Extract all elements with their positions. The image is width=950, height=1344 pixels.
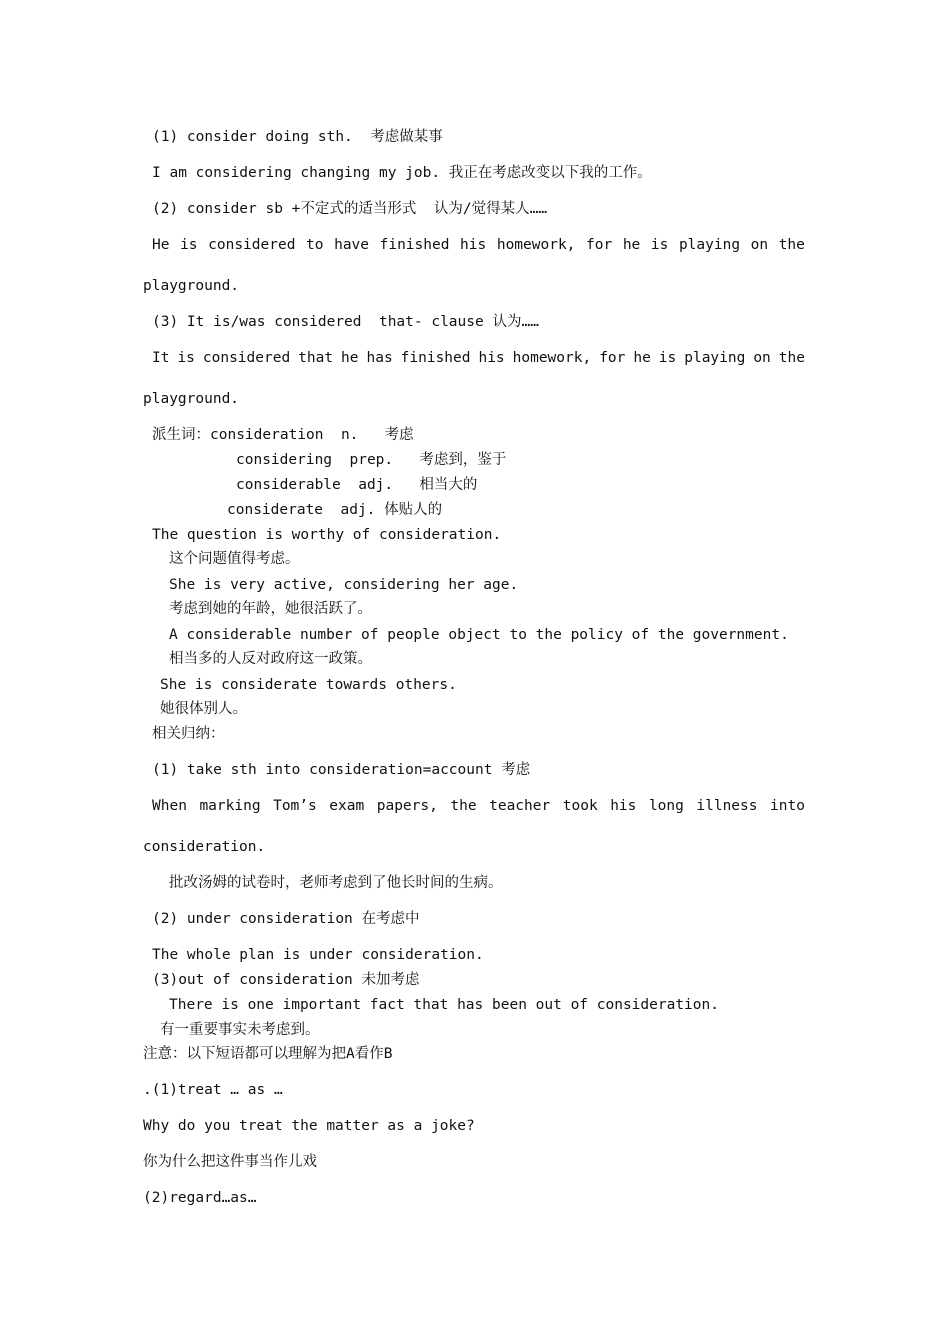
word: marking xyxy=(199,798,261,814)
text-line: (3) It is/was considered that- clause 认为…… xyxy=(152,314,539,330)
word: playing xyxy=(684,350,746,366)
word: Tom’s xyxy=(273,798,317,814)
word: It xyxy=(152,350,170,366)
text-line: 相关归纳： xyxy=(152,726,225,742)
word: have xyxy=(334,237,370,253)
word: his xyxy=(460,237,487,253)
word: his xyxy=(478,350,505,366)
word: that xyxy=(298,350,334,366)
text-line: The whole plan is under consideration. xyxy=(152,947,484,963)
word: for xyxy=(586,237,613,253)
word: homework, xyxy=(512,350,592,366)
word: on xyxy=(750,237,769,253)
word: finished xyxy=(379,237,450,253)
text-line: (3)out of consideration 未加考虑 xyxy=(152,972,420,988)
text-line: I am considering changing my job. 我正在考虑改变以下我的工作。 xyxy=(152,165,652,181)
text-line: 相当多的人反对政府这一政策。 xyxy=(169,651,372,667)
text-line: considerable adj. 相当大的 xyxy=(236,477,478,493)
word: illness xyxy=(696,798,758,814)
word: his xyxy=(610,798,637,814)
text-line: (2)regard…as… xyxy=(143,1190,257,1206)
word: considered xyxy=(202,350,291,366)
word: he xyxy=(341,350,359,366)
word: he xyxy=(633,350,651,366)
word: is xyxy=(650,237,669,253)
word: papers, xyxy=(376,798,438,814)
text-line: 考虑到她的年龄，她很活跃了。 xyxy=(169,601,372,617)
text-line: 有一重要事实未考虑到。 xyxy=(160,1022,320,1038)
word: has xyxy=(366,350,393,366)
word: is xyxy=(658,350,677,366)
word: into xyxy=(770,798,805,814)
word: exam xyxy=(329,798,365,814)
word: the xyxy=(778,350,805,366)
text-line: 注意：以下短语都可以理解为把A看作B xyxy=(143,1046,393,1062)
text-line: (1) take sth into consideration=account 考虑 xyxy=(152,762,531,778)
word: for xyxy=(599,350,626,366)
word: is xyxy=(177,350,195,366)
word: considered xyxy=(208,237,296,253)
word: teacher xyxy=(489,798,551,814)
text-line: .(1)treat … as … xyxy=(143,1082,283,1098)
text-line: 派生词：consideration n. 考虑 xyxy=(152,427,414,443)
word: He xyxy=(152,237,170,253)
text-line: Why do you treat the matter as a joke? xyxy=(143,1118,475,1134)
word: he xyxy=(622,237,641,253)
text-line xyxy=(152,796,805,816)
text-line: (2) under consideration 在考虑中 xyxy=(152,911,420,927)
word: finished xyxy=(400,350,471,366)
word: homework, xyxy=(496,237,576,253)
text-line: considering prep. 考虑到，鉴于 xyxy=(236,452,507,468)
word: the xyxy=(450,798,477,814)
text-line: playground. xyxy=(143,278,240,294)
text-line: A considerable number of people object to the policy of the government. xyxy=(169,627,789,643)
text-line: She is considerate towards others. xyxy=(160,677,457,693)
word: took xyxy=(562,798,598,814)
word: When xyxy=(152,798,187,814)
text-line: (2) consider sb +不定式的适当形式 认为/觉得某人…… xyxy=(152,201,548,217)
word: to xyxy=(306,237,324,253)
text-line xyxy=(152,348,805,368)
text-line: There is one important fact that has been out of consideration. xyxy=(169,997,719,1013)
text-line: 她很体别人。 xyxy=(160,701,247,717)
text-line: The question is worthy of consideration. xyxy=(152,527,502,543)
word: playing xyxy=(678,237,741,253)
text-line: (1) consider doing sth. 考虑做某事 xyxy=(152,129,443,145)
text-line xyxy=(152,235,805,255)
text-line: 批改汤姆的试卷时，老师考虑到了他长时间的生病。 xyxy=(169,875,503,891)
text-line: playground. xyxy=(143,391,240,407)
text-line: 这个问题值得考虑。 xyxy=(169,551,300,567)
word: the xyxy=(778,237,805,253)
text-line: considerate adj. 体贴人的 xyxy=(227,502,443,518)
word: long xyxy=(648,798,684,814)
word: on xyxy=(753,350,771,366)
text-line: She is very active, considering her age. xyxy=(169,577,519,593)
text-line: 你为什么把这件事当作儿戏 xyxy=(143,1154,317,1170)
word: is xyxy=(180,237,198,253)
text-line: consideration. xyxy=(143,839,266,855)
